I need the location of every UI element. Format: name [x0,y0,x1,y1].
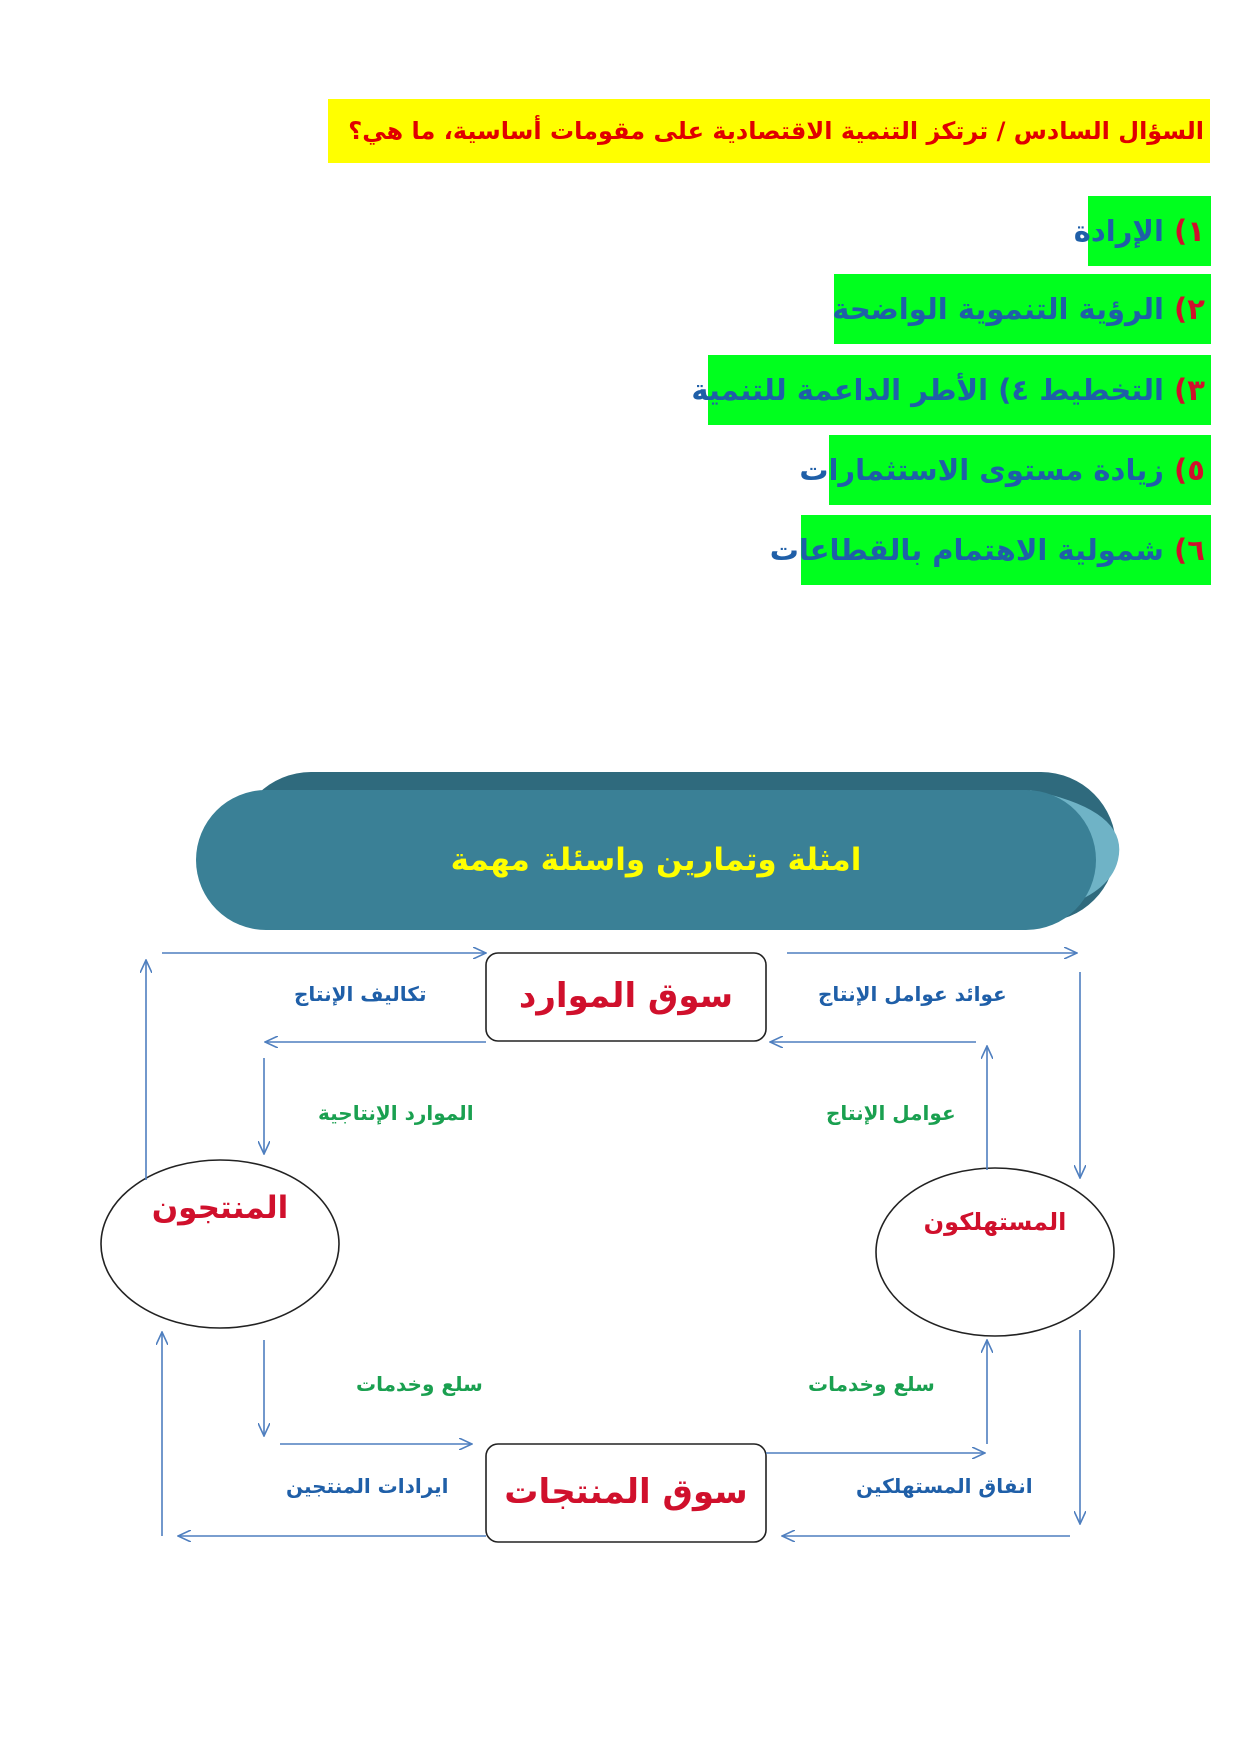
answer-number: ٢) [1174,292,1205,326]
answer-text: الرؤية التنموية الواضحة [832,292,1164,326]
resources-market-label: سوق الموارد [518,976,734,1016]
label-consumer-spending: انفاق المستهلكين [856,1474,1033,1498]
answer-text: التخطيط ٤) الأطر الداعمة للتنمية [691,373,1164,407]
producers-circle [101,1160,339,1328]
answer-number: ٦) [1174,533,1205,567]
answer-number: ٣) [1174,373,1205,407]
label-goods-services-right: سلع وخدمات [808,1372,935,1396]
consumers-circle [876,1168,1114,1336]
question-text: السؤال السادس / ترتكز التنمية الاقتصادية على مقومات أساسية، ما هي؟ [328,99,1210,163]
answer-text: الإرادة [1073,214,1164,248]
consumers-label: المستهلكون [923,1208,1067,1236]
label-factors-of-production: عوامل الإنتاج [826,1101,956,1125]
label-productive-resources: الموارد الإنتاجية [318,1101,474,1125]
label-goods-services-left: سلع وخدمات [356,1372,483,1396]
producers-label: المنتجون [151,1190,289,1226]
answer-number: ٥) [1174,453,1205,487]
products-market-label: سوق المنتجات [504,1472,748,1512]
answer-text: زيادة مستوى الاستثمارات [799,453,1164,487]
answer-text: شمولية الاهتمام بالقطاعات [769,533,1164,567]
label-factor-returns: عوائد عوامل الإنتاج [818,982,1007,1006]
answer-number: ١) [1174,214,1205,248]
label-production-costs: تكاليف الإنتاج [294,982,427,1006]
label-producer-revenues: ايرادات المنتجين [286,1474,449,1498]
banner-title: امثلة وتمارين واسئلة مهمة [450,842,862,878]
